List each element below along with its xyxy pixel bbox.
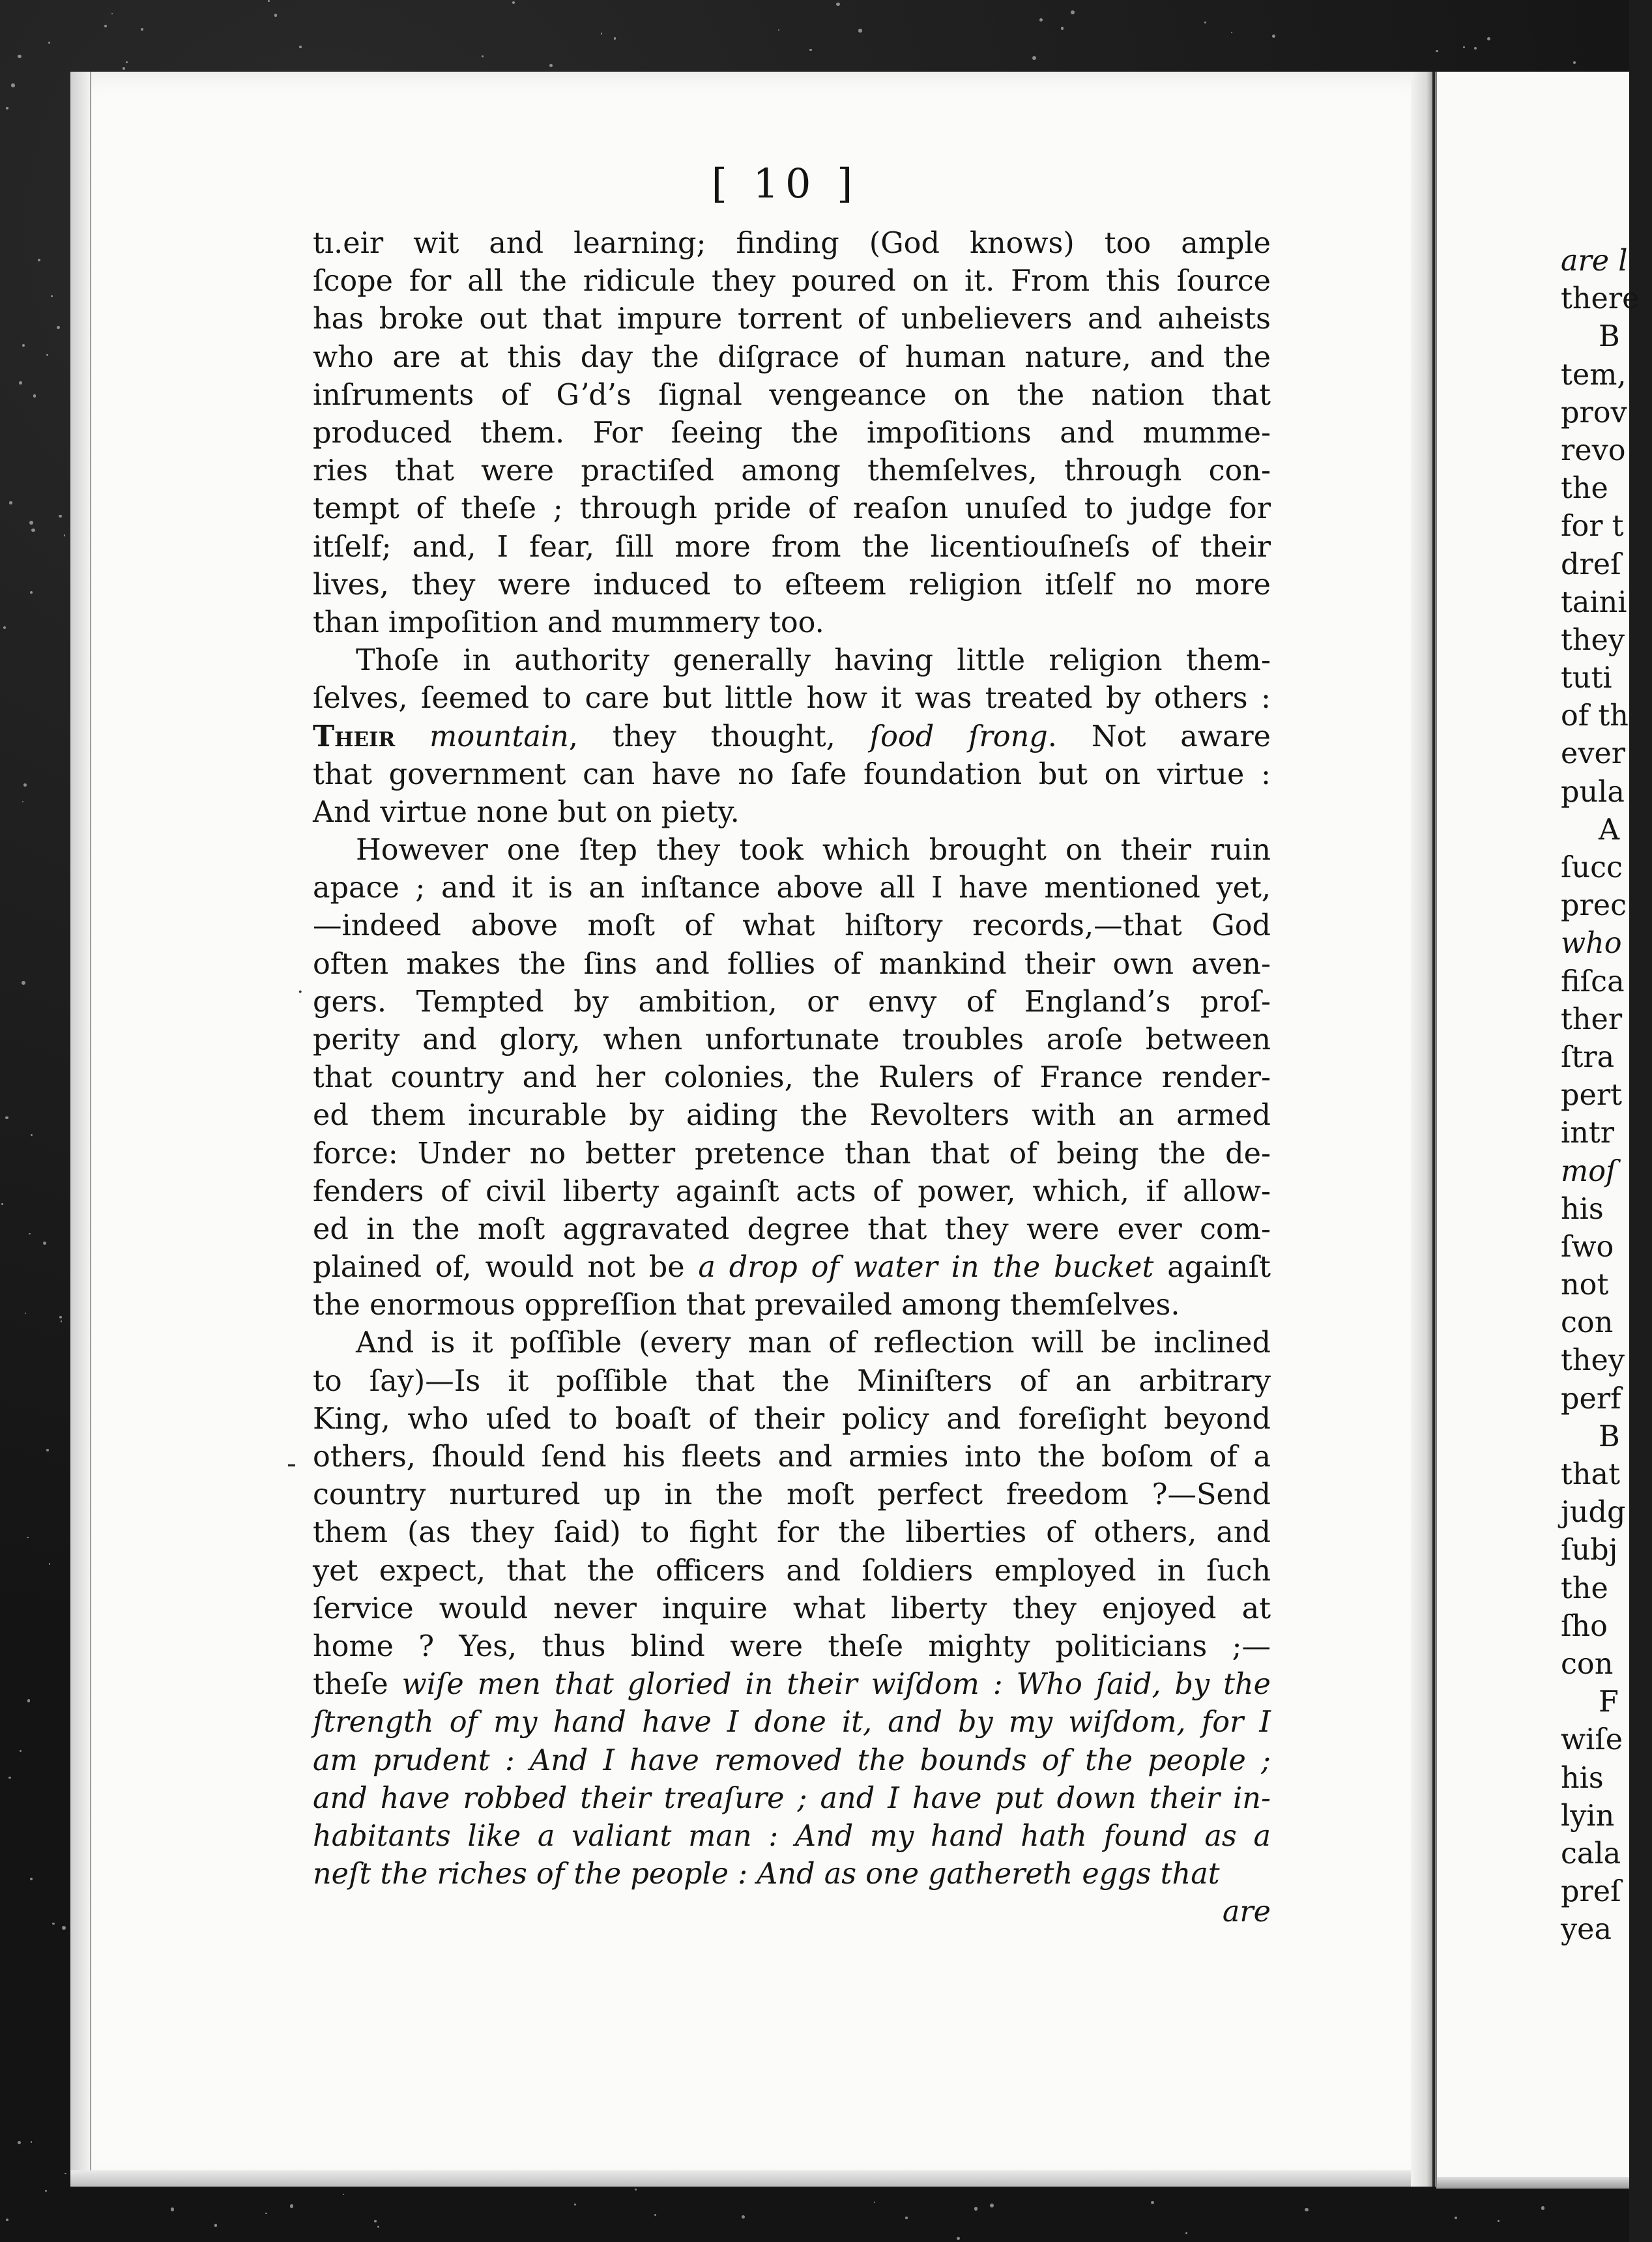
text-run: ries that were practiſed among themſelves, through con- (313, 454, 1271, 488)
left-page-body-text (313, 225, 1271, 1931)
background-speck (27, 1699, 30, 1702)
text-run: than impoſition and mummery too. (313, 605, 824, 639)
background-speck (9, 501, 12, 504)
text-line (313, 832, 1271, 869)
paragraph (313, 642, 1271, 832)
margin-mark-dot: · (297, 981, 304, 1004)
background-speck (1498, 2220, 1500, 2222)
background-speck (6, 107, 8, 109)
text-run: inſruments of Gʼd’s ſignal vengeance on the nation that (313, 378, 1271, 412)
right-page-line: ther (1561, 1002, 1623, 1036)
background-speck (858, 29, 862, 33)
background-speck (19, 381, 22, 385)
left-page-edge (70, 72, 91, 2187)
right-page-line: they (1561, 623, 1625, 657)
right-page-line: the (1561, 1571, 1608, 1605)
text-run: them (as they ſaid) to fight for the liberties of others, and (313, 1516, 1271, 1550)
right-page-line: pula (1561, 775, 1625, 809)
text-line (313, 490, 1271, 528)
paragraph (313, 225, 1271, 642)
text-line (313, 869, 1271, 907)
text-line (313, 300, 1271, 338)
text-line (313, 1059, 1271, 1097)
text-line (313, 1324, 1271, 1362)
text-run: lives, they were induced to eſteem religion itſelf no more (313, 568, 1271, 602)
paragraph (313, 1324, 1271, 1893)
text-run: gers. Tempted by ambition, or envy of England’s proſ- (313, 985, 1271, 1019)
text-run: ſtrength of my hand have I done it, and by my wiſdom, for I (313, 1706, 1271, 1740)
background-speck (30, 591, 33, 594)
background-speck (274, 14, 278, 17)
right-page-line: prov (1561, 396, 1627, 429)
right-page-line: judg (1561, 1496, 1626, 1530)
text-line (313, 1628, 1271, 1666)
text-run: force: Under no better pretence than that of being the de- (313, 1137, 1271, 1171)
text-line (313, 1438, 1271, 1476)
text-run: yet expect, that the officers and ſoldiers employed in ſuch (313, 1554, 1271, 1588)
right-page-line: his (1561, 1761, 1604, 1795)
text-line (313, 907, 1271, 945)
text-run: tempt of theſe ; through pride of reaſon unuſed to judge for (313, 492, 1271, 526)
background-speck (549, 64, 553, 67)
text-run: who are at this day the diſgrace of human nature, and the (313, 340, 1271, 374)
text-line (313, 1742, 1271, 1780)
text-line (313, 1856, 1271, 1893)
text-run: others, ſhould ſend his fleets and armies into the boſom of a (313, 1440, 1271, 1474)
text-run: ed them incurable by aiding the Revolters with an armed (313, 1099, 1271, 1133)
right-page-line: his (1561, 1192, 1604, 1226)
right-page-line: revo (1561, 433, 1626, 467)
text-run: However one ſtep they took which brought on their ruin (356, 834, 1271, 867)
text-line (313, 225, 1271, 263)
text-line (313, 452, 1271, 490)
text-run: the enormous oppreſſion that prevailed among themſelves. (313, 1288, 1180, 1322)
background-speck (635, 2189, 637, 2191)
text-run: . Not aware (1047, 720, 1271, 754)
background-speck (1061, 27, 1064, 29)
catchword: are (1222, 1895, 1271, 1929)
text-line (313, 1211, 1271, 1249)
right-page-line: wiſe (1561, 1723, 1623, 1757)
right-page-clipped-text (1561, 242, 1652, 1949)
text-run: tı.eir wit and learning; finding (God knows) too ample (313, 227, 1271, 260)
text-line (313, 1476, 1271, 1514)
background-speck (22, 981, 25, 985)
background-speck (957, 2237, 960, 2240)
right-page-line: of th (1561, 699, 1629, 733)
text-line (313, 1135, 1271, 1173)
background-speck (31, 529, 35, 532)
text-line (313, 1780, 1271, 1818)
background-speck (1541, 2206, 1545, 2210)
right-page-line: con (1561, 1647, 1614, 1681)
text-run: —indeed above moſt of what hiſtory records,—that God (313, 909, 1271, 943)
text-line (313, 604, 1271, 642)
left-page-bottom-edge (70, 2170, 1432, 2187)
text-run: ſervice would never inquire what liberty they enjoyed at (313, 1592, 1271, 1625)
text-run: habitants like a valiant man : And my hand hath found as a (313, 1819, 1271, 1853)
background-speck (268, 0, 270, 2)
text-run: apace ; and it is an inſtance above all I have mentioned yet, (313, 871, 1271, 905)
background-speck (46, 354, 48, 356)
right-page-line: perf (1561, 1382, 1621, 1416)
background-speck (30, 1878, 33, 1880)
background-speck (1, 1203, 3, 1204)
right-page-line: prec (1561, 889, 1627, 923)
text-run: that country and her colonies, the Rulers of France render- (313, 1061, 1271, 1095)
background-speck (601, 33, 602, 34)
right-page-line: ſho (1561, 1609, 1608, 1643)
text-run: ed in the moſt aggravated degree that they were ever com- (313, 1212, 1271, 1246)
text-run: ſood ſrong (869, 720, 1048, 754)
text-line (313, 1666, 1271, 1704)
text-run: produced them. For ſeeing the impoſitions and mumme- (313, 416, 1271, 450)
right-page-line: A (1599, 813, 1620, 847)
text-run: , they thought, (568, 720, 870, 754)
text-run: often makes the ſins and follies of mankind their own aven- (313, 947, 1271, 981)
text-line (313, 1097, 1271, 1135)
text-line (313, 415, 1271, 452)
background-speck (25, 1313, 26, 1314)
text-run: Thoſe in authority generally having little religion them- (356, 644, 1271, 678)
text-line (313, 1363, 1271, 1401)
right-page-line: ever (1561, 737, 1626, 771)
text-line (313, 1401, 1271, 1438)
text-run: home ? Yes, thus blind were theſe mighty politicians ;— (313, 1629, 1271, 1663)
text-run: Their (313, 720, 396, 754)
right-page-line: they (1561, 1344, 1625, 1378)
text-run: plained of, would not be (313, 1251, 699, 1285)
right-page-line: for t (1561, 510, 1624, 544)
background-speck (6, 2219, 8, 2221)
text-run: itſelf; and, I fear, ſill more from the licentiouſneſs of their (313, 530, 1271, 564)
right-page-line: ſucc (1561, 851, 1623, 884)
background-speck (1455, 2217, 1457, 2219)
right-page-line: moſ (1561, 1154, 1617, 1188)
text-run: And virtue none but on piety. (313, 795, 740, 829)
text-run: a drop of water in the bucket (698, 1251, 1154, 1285)
text-line (313, 1287, 1271, 1324)
text-line (313, 718, 1271, 755)
paragraph (313, 832, 1271, 1324)
text-line (313, 1590, 1271, 1628)
right-page-line: tem, (1561, 358, 1627, 392)
right-page-line: preſ (1561, 1875, 1621, 1909)
text-line (313, 1552, 1271, 1590)
right-page-line: ſubj (1561, 1534, 1618, 1567)
background-speck (11, 83, 14, 87)
background-speck (49, 1563, 51, 1565)
background-speck (29, 1233, 31, 1235)
background-speck (64, 534, 65, 536)
text-run: And is it poſſible (every man of reflection will be inclined (356, 1326, 1271, 1360)
background-speck (1436, 50, 1438, 53)
text-line (313, 756, 1271, 794)
background-speck (18, 55, 22, 59)
text-run: mountain (429, 720, 569, 754)
background-speck (1204, 22, 1206, 23)
text-line (313, 1249, 1271, 1287)
text-run: King, who uſed to boaſt of their policy and foreſight beyond (313, 1402, 1271, 1436)
background-speck (61, 1320, 62, 1322)
right-page-line: that (1561, 1458, 1620, 1491)
background-speck (1039, 18, 1043, 22)
right-page-line: pert (1561, 1079, 1622, 1113)
text-line (313, 1818, 1271, 1856)
text-line (313, 377, 1271, 415)
background-speck (59, 515, 62, 518)
text-run: country nurtured up in the moſt perfect freedom ?—Send (313, 1478, 1271, 1512)
text-run: wiſe men that gloried in their wiſdom : Who ſaid, by the (401, 1668, 1271, 1702)
background-speck (46, 1449, 49, 1451)
background-speck (1573, 61, 1576, 64)
text-line (313, 1173, 1271, 1211)
right-page-line: dreſ (1561, 547, 1621, 581)
background-speck (62, 1926, 66, 1930)
right-page-bottom-edge (1436, 2177, 1629, 2189)
background-speck (905, 2217, 907, 2219)
right-page-line: who (1561, 927, 1622, 961)
gutter-line (1432, 72, 1435, 2187)
text-line (313, 1514, 1271, 1552)
right-page-line: fiſca (1561, 965, 1625, 998)
page-number-text: [ 10 ] (711, 160, 860, 207)
text-run: fenders of civil liberty againſt acts of power, which, if allow- (313, 1174, 1271, 1208)
background-speck (141, 28, 143, 31)
right-page-line: taini (1561, 585, 1627, 619)
right-page-line: not (1561, 1268, 1609, 1302)
text-line (313, 983, 1271, 1021)
text-run: againſt (1153, 1251, 1271, 1285)
right-page-line: there (1561, 282, 1640, 316)
text-line (313, 566, 1271, 604)
right-page-line: B (1599, 1419, 1620, 1453)
text-line (313, 263, 1271, 300)
background-speck (104, 25, 107, 27)
text-run: and have robbed their treaſure ; and I have put down their in- (313, 1781, 1271, 1815)
text-line (313, 642, 1271, 680)
text-line (313, 339, 1271, 377)
background-speck (1185, 2232, 1187, 2234)
right-page-line: are l (1561, 244, 1628, 278)
background-speck (377, 2226, 379, 2228)
right-page-line: ſtra (1561, 1040, 1615, 1074)
background-speck (52, 1923, 54, 1925)
text-run: neſt the riches of the people : And as one gathereth eggs that (313, 1857, 1220, 1891)
right-page-line: lyin (1561, 1799, 1615, 1833)
text-run: theſe (313, 1668, 402, 1702)
background-speck (33, 394, 36, 397)
text-run: perity and glory, when unfortunate troubles aroſe between (313, 1023, 1271, 1056)
text-line (313, 680, 1271, 718)
text-line (313, 529, 1271, 566)
background-speck (1463, 46, 1464, 48)
background-speck (1305, 2208, 1309, 2212)
background-speck (299, 46, 302, 48)
right-page-line: yea (1561, 1913, 1612, 1947)
text-line (313, 946, 1271, 983)
background-speck (214, 2224, 217, 2226)
text-line (313, 1021, 1271, 1059)
right-page-line: F (1599, 1685, 1619, 1719)
background-speck (290, 2204, 293, 2207)
text-run: that government can have no ſafe foundation but on virtue : (313, 757, 1271, 791)
right-page-line: ſwo (1561, 1230, 1614, 1264)
text-run: ſelves, ſeemed to care but little how it was treated by others : (313, 682, 1271, 716)
background-speck (654, 2214, 656, 2216)
text-run (395, 720, 429, 753)
background-speck (1272, 35, 1275, 38)
right-page-line: cala (1561, 1837, 1621, 1871)
margin-mark-dash: - (287, 1447, 297, 1480)
background-speck (43, 1242, 46, 1245)
text-run: ſcope for all the ridicule they poured on it. From this ſource (313, 265, 1271, 298)
text-run: has broke out that impure torrent of unbelievers and aıheists (313, 302, 1271, 336)
text-run: to ſay)—Is it poſſible that the Miniſters of an arbitrary (313, 1364, 1271, 1398)
text-line (313, 794, 1271, 832)
right-page-line: intr (1561, 1116, 1615, 1150)
text-run: am prudent : And I have removed the bounds of the people ; (313, 1743, 1271, 1777)
background-speck (51, 295, 53, 297)
right-page-line: B (1599, 320, 1620, 354)
background-speck (5, 1116, 8, 1120)
text-line (313, 1704, 1271, 1741)
right-page-line: tuti (1561, 662, 1612, 695)
background-speck (171, 2207, 175, 2211)
background-speck (482, 55, 484, 57)
right-page-line: con (1561, 1306, 1614, 1340)
right-page-line: the (1561, 472, 1608, 506)
background-speck (1231, 32, 1232, 33)
background-speck (59, 1316, 62, 1318)
background-speck (374, 2220, 377, 2222)
